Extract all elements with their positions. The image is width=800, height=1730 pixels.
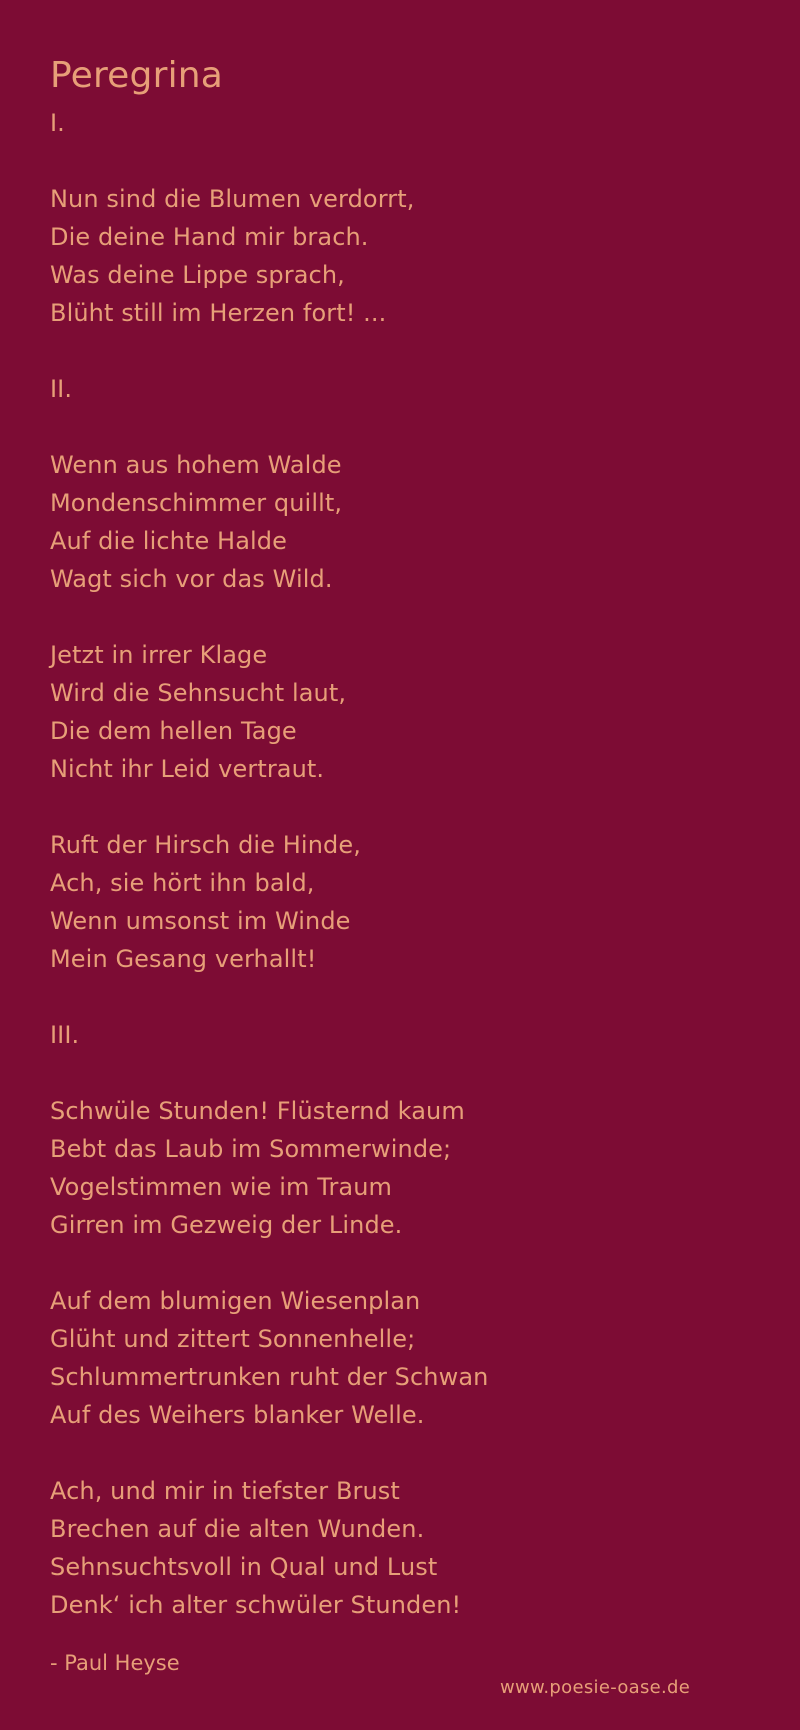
poem-title: Peregrina [50, 55, 224, 96]
site-credit: www.poesie-oase.de [500, 1677, 691, 1698]
poem-author: - Paul Heyse [50, 1651, 180, 1675]
poem-card [50, 52, 750, 1624]
poem-text: I. Nun sind die Blumen verdorrt, Die deine Hand mir brach. Was deine Lippe sprach, Blüht still im Herzen fort! ... II. Wenn aus hohem Walde Mondenschimmer quillt, Auf die lichte Halde Wagt sich vor das Wild. Jetzt in irrer Klage Wird die Sehnsucht laut, Die dem hellen Tage Nicht ihr Leid vertraut. Ruft der Hirsch die Hinde, Ach, sie hört ihn bald, Wenn umsonst im Winde Mein Gesang verhallt! III. Schwüle Stunden! Flüsternd kaum Bebt das Laub im Sommerwinde; Vogelstimmen wie im Traum Girren im Gezweig der Linde. Auf dem blumigen Wiesenplan Glüht und zittert Sonnenhelle; Schlummertrunken ruht der Schwan Auf des Weihers blanker Welle. Ach, und mir in tiefster Brust Brechen auf die alten Wunden. Sehnsuchtsvoll in Qual und Lust Denk‘ ich alter schwüler Stunden! [50, 109, 489, 1619]
